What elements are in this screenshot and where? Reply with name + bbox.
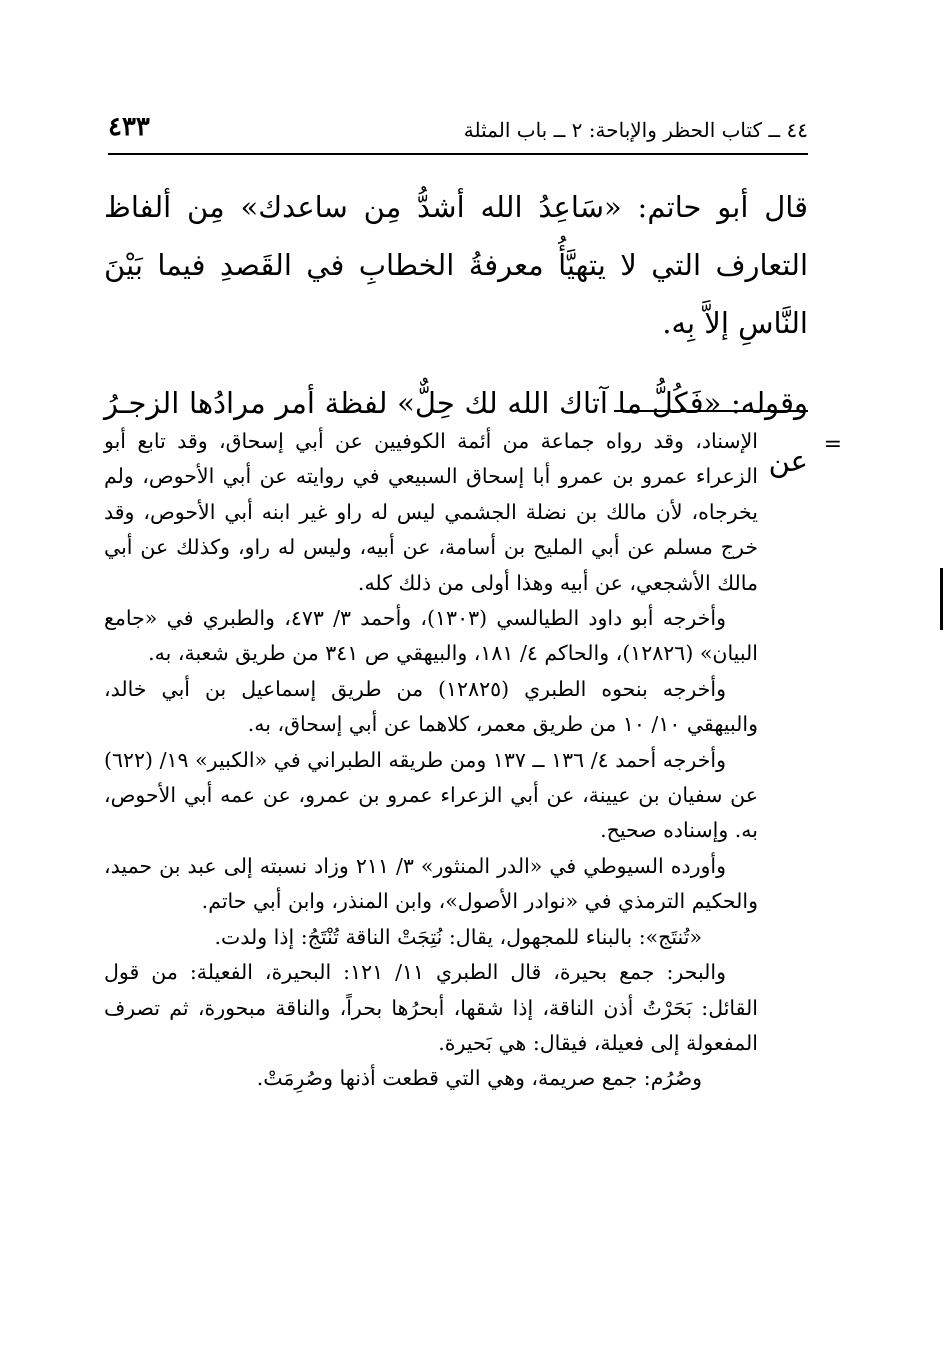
main-paragraph: وقوله: «فَكُلُّ ما آتاك الله لك حِلٌّ» لفظة أمر مرادُها الزجـرُ عن xyxy=(104,386,808,478)
footnote-separator xyxy=(614,410,808,412)
page-number: ٤٣٣ xyxy=(108,112,150,142)
footnote-paragraph: الإسناد، وقد رواه جماعة من أئمة الكوفيين عن أبي إسحاق، وقد تابع أبو الزعراء عمرو بن عمرو أبا إسحاق السبيعي في روايته عن أبي الأحوص، ولم يخرجاه، لأن مالك بن نضلة الجشمي ليس له راو غير ابنه أبي الأحوص، وقد خرج مسلم عن أبي المليح بن أسامة، عن أبيه، وليس له راو، وكذلك عن أبي مالك الأشجعي، عن أبيه وهذا أولى من ذلك كله. xyxy=(104,429,758,595)
page-header xyxy=(108,112,808,152)
footnote-paragraph: وأخرجه أحمد ٤/ ١٣٦ ــ ١٣٧ ومن طريقه الطبراني في «الكبير» ١٩/ (٦٢٢) عن سفيان بن عيينة، عن أبي الزعراء عمرو بن عمرو، عن عمه أبي الأحوص، به. وإسناده صحيح. xyxy=(104,747,758,843)
main-paragraph: قال أبو حاتم: «سَاعِدُ الله أشدُّ مِن ساعدك» مِن ألفاظ التعارف التي لا يتهيَّأُ معرفةُ الخطابِ في القَصدِ فيما بَيْنَ النَّاسِ إلاَّ بِه. xyxy=(104,190,808,340)
footnote-continuation-mark: = xyxy=(823,432,842,457)
margin-mark xyxy=(940,568,943,630)
footnotes xyxy=(104,424,758,1097)
footnote-paragraph: وأخرجه أبو داود الطيالسي (١٣٠٣)، وأحمد ٣/ ٤٧٣، والطبري في «جامع البيان» (١٢٨٢٦)، والحاكم ٤/ ١٨١، والبيهقي ص ٣٤١ من طريق شعبة، به. xyxy=(104,606,758,666)
header-rule xyxy=(108,153,808,155)
footnote-paragraph: وصُرُم: جمع صريمة، وهي التي قطعت أذنها وصُرِمَتْ. xyxy=(256,1066,702,1091)
footnote-paragraph: «تُنتَج»: بالبناء للمجهول، يقال: نُتِجَتْ الناقة تُنْتَجُ: إذا ولدت. xyxy=(214,924,702,949)
footnote-paragraph: والبحر: جمع بحيرة، قال الطبري ١١/ ١٢١: البحيرة، الفعيلة: من قول القائل: بَحَرْتُ أذن الناقة، إذا شقها، أبحرُها بحراً، والناقة مبحورة، ثم تصرف المفعولة إلى فعيلة، فيقال: هي بَحيرة. xyxy=(104,960,758,1055)
footnote-paragraph: وأخرجه بنحوه الطبري (١٢٨٢٥) من طريق إسماعيل بن أبي خالد، والبيهقي ١٠/ ١٠ من طريق معمر، كلاهما عن أبي إسحاق، به. xyxy=(104,676,758,737)
running-title: ٤٤ ــ كتاب الحظر والإباحة: ٢ ــ باب المثلة xyxy=(463,118,808,142)
footnote-paragraph: وأورده السيوطي في «الدر المنثور» ٣/ ٢١١ وزاد نسبته إلى عبد بن حميد، والحكيم الترمذي في «نوادر الأصول»، وابن المنذر، وابن أبي حاتم. xyxy=(104,853,758,914)
